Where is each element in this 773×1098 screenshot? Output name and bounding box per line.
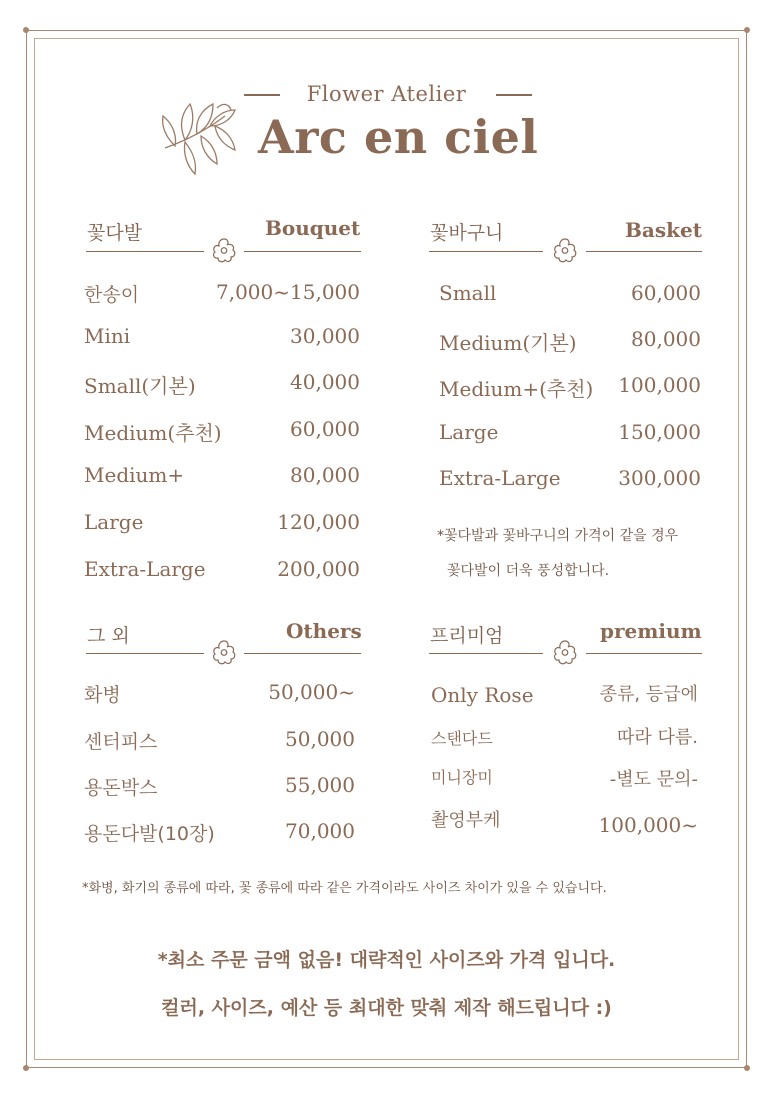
premium-item-name: 촬영부케 (431, 810, 501, 831)
premium-item-price: -별도 문의- (609, 769, 698, 790)
basket-heading-en: Basket (625, 218, 702, 242)
premium-item-name: Only Rose (431, 683, 534, 707)
basket-divider-left (429, 251, 543, 252)
bouquet-item-name: Medium+ (84, 463, 185, 487)
bouquet-divider-right (244, 251, 361, 252)
bouquet-item-name: Mini (84, 324, 131, 348)
bouquet-heading-ko: 꽃다발 (87, 222, 143, 244)
bouquet-item-price: 60,000 (290, 417, 360, 441)
basket-note-line2: 꽃다발이 더욱 풍성합니다. (447, 563, 610, 579)
subtitle: Flower Atelier (306, 82, 467, 106)
flower-icon (207, 637, 241, 667)
bouquet-item-price: 200,000 (277, 557, 360, 581)
others-item-name: 센터피스 (84, 731, 158, 753)
basket-item-price: 100,000 (618, 373, 701, 397)
premium-item-name: 미니장미 (431, 768, 493, 787)
bouquet-item-price: 7,000~15,000 (216, 280, 360, 304)
basket-item-name: Medium(기본) (439, 331, 577, 355)
basket-divider-right (586, 251, 702, 252)
premium-divider-right (586, 653, 702, 654)
bouquet-item-price: 30,000 (290, 324, 360, 348)
others-item-name: 화병 (84, 684, 121, 706)
premium-item-price: 종류, 등급에 (599, 684, 698, 705)
others-heading-en: Others (286, 619, 362, 643)
bouquet-item-name: Large (84, 510, 144, 534)
others-item-name: 용돈박스 (84, 777, 158, 799)
corner-ornament-top-left (23, 27, 29, 33)
flower-icon (207, 235, 241, 265)
basket-item-price: 150,000 (618, 420, 701, 444)
inner-frame (34, 38, 739, 1060)
bouquet-item-price: 120,000 (277, 510, 360, 534)
others-item-name: 용돈다발(10장) (84, 823, 215, 845)
premium-item-name: 스탠다드 (431, 729, 493, 748)
basket-item-price: 300,000 (618, 466, 701, 490)
basket-item-name: Medium+(추천) (439, 377, 594, 401)
footer-line2: 컬러, 사이즈, 예산 등 최대한 맞춰 제작 해드립니다 :) (161, 997, 612, 1019)
basket-heading-ko: 꽃바구니 (430, 222, 504, 244)
corner-ornament-top-right (744, 27, 750, 33)
others-heading-ko: 그 외 (87, 625, 130, 647)
premium-heading-en: premium (600, 619, 702, 643)
corner-ornament-bottom-left (23, 1065, 29, 1071)
bouquet-item-name: 한송이 (84, 284, 140, 306)
basket-item-name: Extra-Large (439, 466, 561, 490)
others-item-price: 55,000 (285, 773, 355, 797)
basket-note-line1: *꽃다발과 꽃바구니의 가격이 같을 경우 (437, 528, 679, 544)
premium-divider-left (429, 653, 543, 654)
flower-icon (548, 637, 582, 667)
others-item-price: 50,000~ (268, 680, 355, 704)
flower-icon (548, 235, 582, 265)
footer-note: *화병, 화기의 종류에 따라, 꽃 종류에 따라 같은 가격이라도 사이즈 차이가 있을 수 있습니다. (82, 881, 607, 896)
others-divider-right (244, 653, 361, 654)
premium-heading-ko: 프리미엄 (430, 625, 504, 647)
bouquet-divider-left (86, 251, 204, 252)
bouquet-heading-en: Bouquet (265, 216, 361, 240)
leaf-branch-icon (155, 96, 240, 181)
bouquet-item-name: Medium(추천) (84, 421, 222, 445)
bouquet-item-name: Small(기본) (84, 374, 196, 398)
premium-item-price: 100,000~ (598, 813, 698, 837)
premium-item-price: 따라 다름. (617, 727, 698, 748)
basket-item-name: Small (439, 281, 497, 305)
shop-title: Arc en ciel (258, 110, 539, 164)
basket-item-name: Large (439, 420, 499, 444)
basket-item-price: 60,000 (631, 281, 701, 305)
subtitle-dash-right (496, 94, 532, 96)
bouquet-item-price: 40,000 (290, 370, 360, 394)
bouquet-item-price: 80,000 (290, 463, 360, 487)
others-divider-left (86, 653, 204, 654)
others-item-price: 70,000 (285, 819, 355, 843)
others-item-price: 50,000 (285, 727, 355, 751)
footer-line1: *최소 주문 금액 없음! 대략적인 사이즈와 가격 입니다. (157, 949, 616, 971)
basket-item-price: 80,000 (631, 327, 701, 351)
corner-ornament-bottom-right (744, 1065, 750, 1071)
bouquet-item-name: Extra-Large (84, 557, 206, 581)
